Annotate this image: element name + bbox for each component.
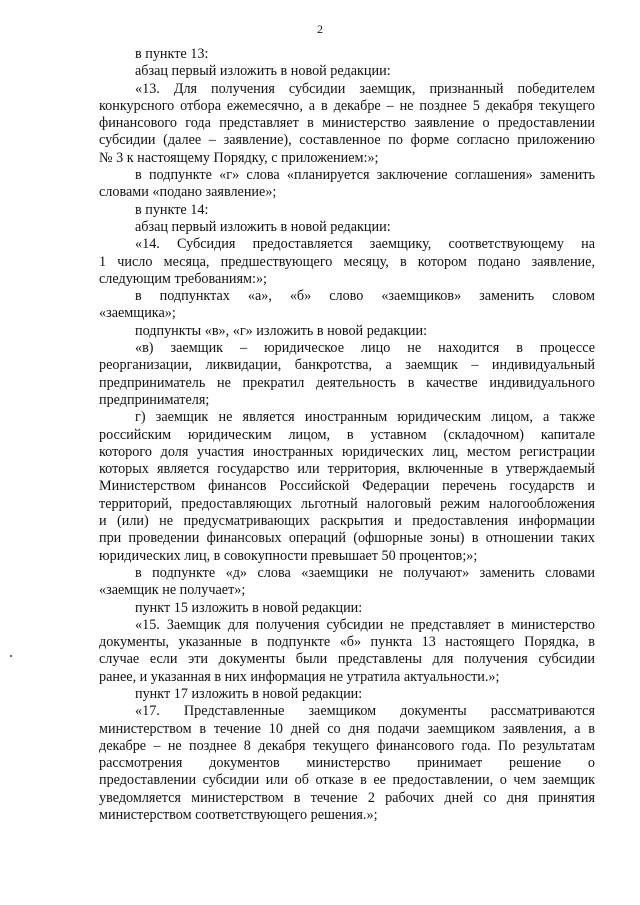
text-line: и (или) не предусматривающих раскрытия и предоставления информации (99, 513, 595, 530)
text-line: субсидии (далее – заявление), составленное по форме согласно приложению (99, 132, 595, 149)
text-line: в подпунктах «а», «б» слово «заемщиков» заменить словом (135, 288, 595, 305)
text-line: «17. Представленные заемщиком документы рассматриваются (135, 703, 595, 720)
text-line: министерством в течение 10 дней со дня подачи заемщиком заявления, а в (99, 720, 595, 737)
text-line: подпункты «в», «г» изложить в новой редакции: (135, 322, 428, 339)
text-line: территорий, предоставляющих льготный налоговый режим налогообложения (99, 495, 595, 512)
document-body (99, 46, 595, 824)
text-line: «в) заемщик – юридическое лицо не находится в процессе (135, 340, 595, 357)
text-line: ранее, и указанная в них информация не утратила актуальности.»; (99, 668, 500, 685)
text-line: Министерством финансов Российской Федерации перечень государств и (99, 478, 595, 495)
text-line: рассмотрения документов министерство принимает решение о (99, 755, 595, 772)
text-line: случае если эти документы были представлены для получения субсидии (99, 651, 595, 668)
text-line: предпринимателя; (99, 391, 210, 408)
text-line: предприниматель не прекратил деятельность в качестве индивидуального (99, 374, 595, 391)
text-line: № 3 к настоящему Порядку, с приложением:»; (99, 149, 379, 166)
text-line: «15. Заемщик для получения субсидии не представляет в министерство (135, 616, 595, 633)
text-line: декабре – не позднее 8 декабря текущего финансового года. По результатам (99, 737, 595, 754)
text-line: предоставлении субсидии или об отказе в ее предоставлении, о чем заемщик (99, 772, 595, 789)
text-line: «14. Субсидия предоставляется заемщику, соответствующему на (135, 236, 595, 253)
text-line: юридических лиц, в совокупности превышает 50 процентов;»; (99, 547, 478, 564)
text-line: министерством соответствующего решения.»; (99, 807, 378, 824)
text-line: пункт 15 изложить в новой редакции: (135, 599, 363, 616)
text-line: реорганизации, ликвидации, банкротства, а заемщик – индивидуальный (99, 357, 595, 374)
text-line: в подпункте «д» слова «заемщики не получают» заменить словами (135, 564, 595, 581)
text-line: в подпункте «г» слова «планируется заключение соглашения» заменить (135, 167, 595, 184)
text-line: которого доля участия иностранных юридических лиц, местом регистрации (99, 443, 595, 460)
text-line: конкурсного отбора ежемесячно, а в декабре – не позднее 5 декабря текущего (99, 97, 595, 114)
text-line: абзац первый изложить в новой редакции: (135, 218, 391, 235)
text-line: г) заемщик не является иностранным юридическим лицом, а также (135, 409, 595, 426)
text-line: документы, указанные в подпункте «б» пункта 13 настоящего Порядка, в (99, 634, 595, 651)
text-line: в пункте 13: (135, 46, 209, 62)
text-line: следующим требованиям:»; (99, 270, 267, 287)
text-line: 1 число месяца, предшествующего месяцу, в котором подано заявление, (99, 253, 595, 270)
text-line: которых является государство или территория, включенные в утверждаемый (99, 461, 595, 478)
text-line: «13. Для получения субсидии заемщик, признанный победителем (135, 80, 595, 97)
page-number: 2 (317, 22, 323, 36)
text-line: абзац первый изложить в новой редакции: (135, 63, 391, 80)
text-line: в пункте 14: (135, 201, 209, 218)
text-line: «заемщик не получает»; (99, 582, 246, 599)
text-line: пункт 17 изложить в новой редакции: (135, 685, 363, 702)
text-line: уведомляется министерством в течение 2 рабочих дней со дня принятия (99, 789, 595, 806)
text-line: финансового года представляет в министерство заявление о предоставлении (99, 115, 595, 132)
text-line: при проведении финансовых операций (офшорные зоны) в отношении таких (99, 530, 595, 547)
scan-artifact-dot (10, 655, 12, 657)
text-line: «заемщика»; (99, 305, 176, 322)
text-line: российским юридическим лицом, в уставном (складочном) капитале (99, 426, 595, 443)
text-line: словами «подано заявление»; (99, 184, 277, 201)
